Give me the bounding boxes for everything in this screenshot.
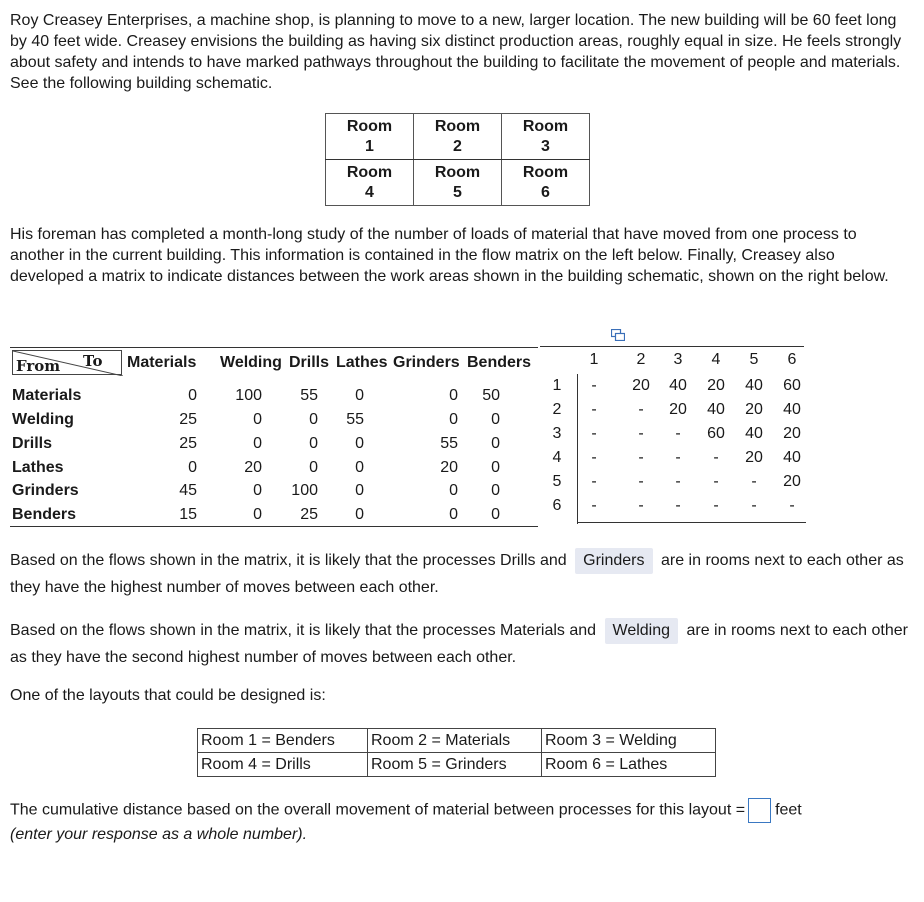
dist-cell: -: [638, 449, 644, 466]
room-5-cell: Room 5: [414, 160, 502, 206]
dist-top-rule: [540, 346, 804, 347]
dist-cell: -: [713, 497, 719, 514]
dist-cell: -: [751, 473, 757, 490]
final-unit: feet: [775, 801, 802, 819]
layout-cell: Room 1 = Benders: [198, 729, 368, 753]
dist-cell: 40: [745, 425, 763, 442]
room-4-cell: Room 4: [326, 160, 414, 206]
flow-cell: 0: [491, 482, 500, 499]
room-1-cell: Room 1: [326, 114, 414, 160]
dist-col-header: 3: [673, 351, 683, 368]
flow-row-label: Grinders: [12, 482, 79, 499]
final-question-text: The cumulative distance based on the overall movement of material between processes for this layout =: [10, 801, 746, 819]
dist-cell: -: [638, 401, 644, 418]
flow-cell: 0: [309, 411, 318, 428]
flow-cell: 55: [346, 411, 364, 428]
flow-cell: 0: [491, 435, 500, 452]
dist-cell: -: [675, 425, 681, 442]
dist-cell: 20: [707, 377, 725, 394]
flow-cell: 25: [179, 411, 197, 428]
flow-header-rule: [10, 347, 538, 348]
flow-cell: 0: [355, 387, 364, 404]
flow-row-label: Benders: [12, 506, 77, 523]
dist-cell: 20: [669, 401, 687, 418]
layout-intro: One of the layouts that could be designed is:: [10, 687, 326, 704]
dist-cell: -: [789, 497, 795, 514]
dist-cell: 60: [783, 377, 801, 394]
layout-cell: Room 5 = Grinders: [368, 753, 542, 777]
dist-col-header: 4: [711, 351, 721, 368]
dist-left-rule: [577, 374, 578, 524]
dist-cell: 40: [707, 401, 725, 418]
flow-cell: 0: [253, 482, 262, 499]
dist-cell: -: [591, 401, 597, 418]
statement-2-after: are in rooms next to each other as they have the second highest number of moves between each other.: [10, 622, 908, 666]
flow-cell: 0: [355, 435, 364, 452]
flow-cell: 0: [253, 435, 262, 452]
flow-cell: 0: [491, 459, 500, 476]
flow-cell: 50: [482, 387, 500, 404]
flow-cell: 0: [355, 482, 364, 499]
layout-table: [197, 728, 716, 777]
dist-cell: -: [638, 473, 644, 490]
statement-1-answer[interactable]: Grinders: [575, 548, 652, 574]
flow-cell: 20: [440, 459, 458, 476]
flow-cell: 25: [300, 506, 318, 523]
flow-col-welding: Welding: [220, 354, 282, 371]
answer-input[interactable]: [748, 798, 771, 823]
dist-row-header: 2: [552, 401, 562, 418]
dist-row-header: 6: [552, 497, 562, 514]
flow-row-label: Drills: [12, 435, 53, 452]
flow-cell: 100: [291, 482, 318, 499]
dist-row-header: 4: [552, 449, 562, 466]
from-to-header: [12, 350, 122, 375]
dist-cell: -: [675, 449, 681, 466]
dist-cell: -: [713, 473, 719, 490]
dist-cell: 60: [707, 425, 725, 442]
room-6-cell: Room 6: [502, 160, 590, 206]
dist-cell: -: [591, 377, 597, 394]
dist-row-header: 1: [552, 377, 562, 394]
to-label: To: [83, 352, 103, 370]
statement-1-after: are in rooms next to each other as they have the highest number of moves between each other.: [10, 552, 904, 596]
layout-cell: Room 6 = Lathes: [542, 753, 716, 777]
flow-col-lathes: Lathes: [336, 354, 388, 371]
statement-2-answer[interactable]: Welding: [605, 618, 679, 644]
flow-col-benders: Benders: [467, 354, 532, 371]
statement-1-before: Based on the flows shown in the matrix, it is likely that the processes Drills and: [10, 552, 567, 569]
flow-row-label: Welding: [12, 411, 74, 428]
dist-cell: -: [591, 497, 597, 514]
dist-cell: 40: [745, 377, 763, 394]
dist-cell: 40: [783, 401, 801, 418]
dist-cell: 40: [669, 377, 687, 394]
room-2-cell: Room 2: [414, 114, 502, 160]
study-paragraph: His foreman has completed a month-long study of the number of loads of material that have moved from one process to another in the current building. This information is contained in the flow matrix on the left below. Finally, Creasey also developed a matrix to indicate distances between the work areas shown in the building schematic, shown on the right below.: [10, 226, 889, 285]
dist-cell: 20: [783, 425, 801, 442]
flow-bottom-rule: [10, 526, 538, 527]
flow-cell: 100: [235, 387, 262, 404]
final-instructions: (enter your response as a whole number).: [10, 826, 308, 843]
flow-row-label: Materials: [12, 387, 82, 404]
flow-cell: 0: [309, 459, 318, 476]
flow-cell: 0: [449, 411, 458, 428]
flow-cell: 25: [179, 435, 197, 452]
dist-cell: -: [713, 449, 719, 466]
flow-cell: 0: [188, 459, 197, 476]
flow-cell: 15: [179, 506, 197, 523]
dist-cell: 40: [783, 449, 801, 466]
flow-cell: 0: [491, 506, 500, 523]
flow-col-grinders: Grinders: [393, 354, 460, 371]
dist-col-header: 6: [787, 351, 797, 368]
flow-col-materials: Materials: [127, 354, 197, 371]
layout-cell: Room 2 = Materials: [368, 729, 542, 753]
room-3-cell: Room 3: [502, 114, 590, 160]
flow-cell: 0: [355, 459, 364, 476]
statement-1: [10, 547, 910, 601]
flow-cell: 0: [253, 506, 262, 523]
flow-cell: 0: [491, 411, 500, 428]
flow-cell: 20: [244, 459, 262, 476]
dist-cell: 20: [745, 449, 763, 466]
flow-cell: 0: [449, 482, 458, 499]
flow-cell: 0: [449, 506, 458, 523]
dist-bottom-rule: [577, 522, 806, 523]
dist-cell: -: [638, 425, 644, 442]
flow-col-drills: Drills: [289, 354, 330, 371]
intro-paragraph: Roy Creasey Enterprises, a machine shop, is planning to move to a new, larger location. The new building will be 60 feet long by 40 feet wide. Creasey envisions the building as having six distinct production areas, roughly equal in size. He feels strongly about safety and intends to have marked pathways throughout the building to facilitate the movement of people and materials. See the following building schematic.: [10, 12, 902, 92]
dist-row-header: 3: [552, 425, 562, 442]
dist-cell: -: [751, 497, 757, 514]
dist-cell: -: [638, 497, 644, 514]
dist-cell: -: [591, 449, 597, 466]
statement-2: [10, 617, 910, 671]
statement-2-before: Based on the flows shown in the matrix, it is likely that the processes Materials and: [10, 622, 597, 639]
flow-cell: 45: [179, 482, 197, 499]
dist-row-header: 5: [552, 473, 562, 490]
dist-cell: 20: [745, 401, 763, 418]
dist-cell: 20: [783, 473, 801, 490]
dist-cell: 20: [632, 377, 650, 394]
dist-col-header: 5: [749, 351, 759, 368]
flow-cell: 0: [449, 387, 458, 404]
dist-cell: -: [675, 473, 681, 490]
layout-cell: Room 3 = Welding: [542, 729, 716, 753]
flow-row-label: Lathes: [12, 459, 64, 476]
flow-cell: 55: [300, 387, 318, 404]
dist-cell: -: [591, 473, 597, 490]
flow-cell: 55: [440, 435, 458, 452]
dist-col-header: 2: [636, 351, 646, 368]
final-question: [10, 798, 914, 847]
copy-icon[interactable]: [611, 329, 625, 341]
flow-cell: 0: [355, 506, 364, 523]
layout-cell: Room 4 = Drills: [198, 753, 368, 777]
building-schematic: [325, 113, 590, 206]
flow-cell: 0: [253, 411, 262, 428]
flow-cell: 0: [188, 387, 197, 404]
from-label: From: [16, 357, 61, 375]
dist-cell: -: [675, 497, 681, 514]
dist-col-header: 1: [589, 351, 599, 368]
dist-cell: -: [591, 425, 597, 442]
flow-cell: 0: [309, 435, 318, 452]
